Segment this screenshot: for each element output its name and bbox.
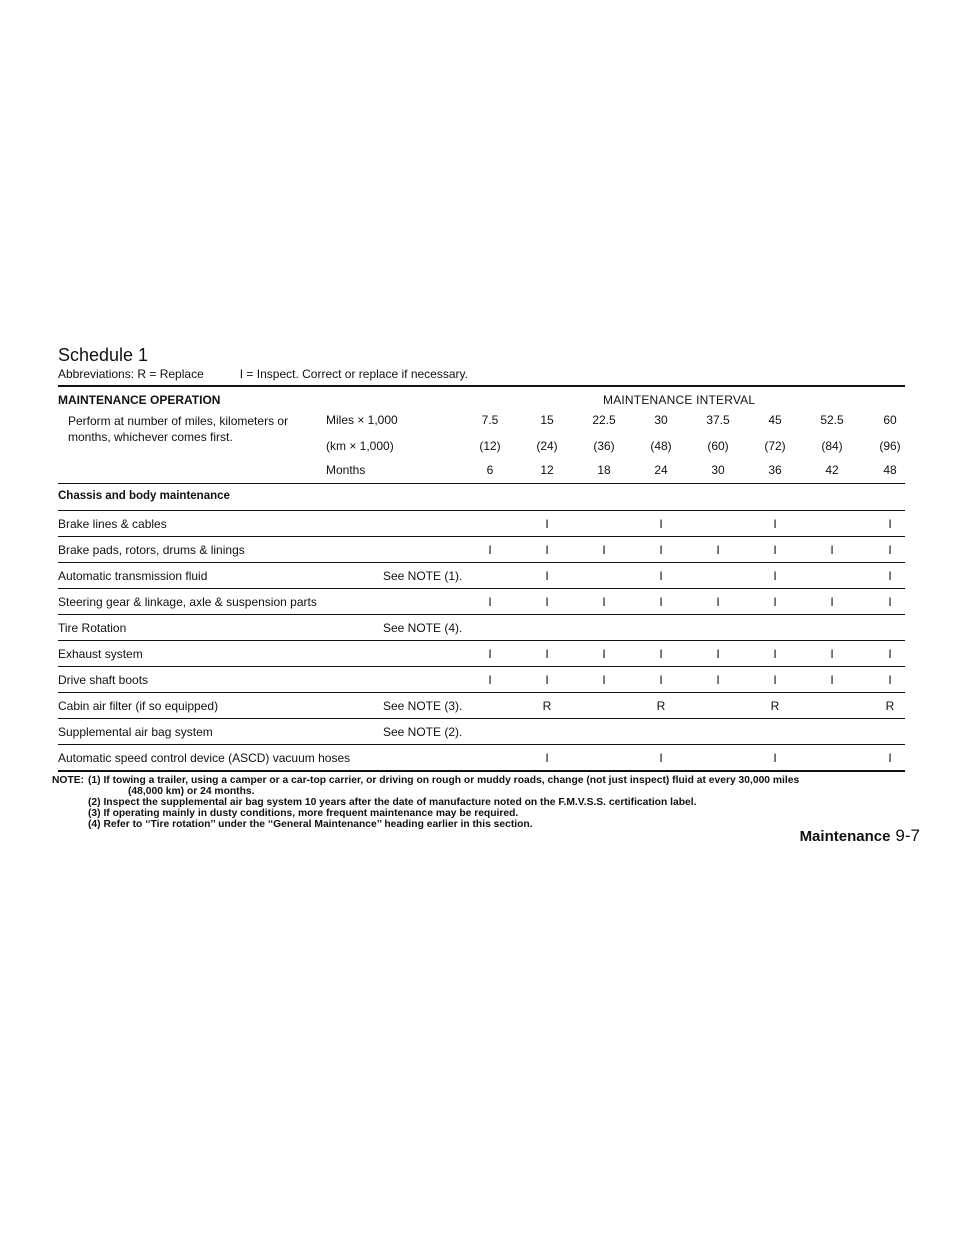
interval-mark: I [716,543,720,557]
table-row [58,666,905,692]
interval-mark: I [545,517,549,531]
notes-label: NOTE: [52,775,85,786]
interval-mark: I [830,673,834,687]
item-note: See NOTE (1). [383,569,463,583]
interval-mark: R [542,699,552,713]
abbrev-replace: Abbreviations: R = Replace [58,367,204,381]
interval-mark: I [545,543,549,557]
km-value-1: (12) [479,439,501,453]
note-1-continued: (48,000 km) or 24 months. [128,786,255,797]
interval-mark: I [545,673,549,687]
interval-mark: I [888,673,892,687]
interval-mark: I [888,595,892,609]
interval-mark: I [888,543,892,557]
km-value-7: (84) [821,439,843,453]
months-value-3: 18 [597,463,611,477]
months-value-5: 30 [711,463,725,477]
item-name: Automatic speed control device (ASCD) vacuum hoses [58,751,351,765]
miles-label: Miles × 1,000 [326,413,398,427]
item-name: Tire Rotation [58,621,127,635]
note-4: (4) Refer to ‘‘Tire rotation’’ under the ‘‘General Maintenance’’ heading earlier in this section. [88,819,533,830]
notes-block [52,770,905,830]
interval-mark: R [770,699,780,713]
item-name: Exhaust system [58,647,143,661]
months-value-8: 48 [883,463,897,477]
interval-mark: I [659,569,663,583]
months-value-2: 12 [540,463,554,477]
interval-mark: I [773,751,777,765]
interval-mark: I [888,517,892,531]
maintenance-items [58,510,905,770]
interval-mark: I [488,647,492,661]
months-row [58,463,905,479]
interval-mark: I [659,647,663,661]
item-name: Supplemental air bag system [58,725,213,739]
months-value-7: 42 [825,463,839,477]
interval-mark: I [602,595,606,609]
interval-mark: I [659,595,663,609]
item-name: Cabin air filter (if so equipped) [58,699,219,713]
page-number: 9-7 [895,826,920,845]
interval-mark: I [888,751,892,765]
km-row [58,439,905,455]
miles-row [58,413,905,429]
km-value-5: (60) [707,439,729,453]
page-footer [800,826,920,846]
km-value-8: (96) [879,439,901,453]
interval-mark: I [773,595,777,609]
item-name: Brake lines & cables [58,517,167,531]
miles-value-7: 52.5 [820,413,844,427]
interval-mark: I [659,673,663,687]
miles-value-2: 15 [540,413,554,427]
interval-mark: I [773,673,777,687]
item-note: See NOTE (2). [383,725,463,739]
miles-value-6: 45 [768,413,782,427]
section-title: Chassis and body maintenance [58,490,230,502]
miles-value-1: 7.5 [481,413,499,427]
item-note: See NOTE (3). [383,699,463,713]
miles-value-5: 37.5 [706,413,730,427]
km-value-4: (48) [650,439,672,453]
interval-mark: R [656,699,666,713]
km-value-3: (36) [593,439,615,453]
interval-mark: I [773,517,777,531]
interval-mark: I [545,647,549,661]
interval-mark: I [888,569,892,583]
table-row [58,718,905,744]
interval-mark: I [602,673,606,687]
interval-mark: I [716,595,720,609]
interval-mark: I [716,647,720,661]
table-row [58,536,905,562]
interval-mark: I [773,569,777,583]
interval-mark: I [830,595,834,609]
abbreviations [58,367,905,381]
footer-section: Maintenance [799,828,891,845]
table-header [58,387,905,411]
abbrev-inspect: I = Inspect. Correct or replace if necessary. [239,367,468,381]
km-value-2: (24) [536,439,558,453]
table-row [58,510,905,536]
interval-mark: I [545,595,549,609]
item-note: See NOTE (4). [383,621,463,635]
interval-mark: I [830,647,834,661]
item-name: Steering gear & linkage, axle & suspension parts [58,595,317,609]
interval-mark: I [602,647,606,661]
note-2: (2) Inspect the supplemental air bag system 10 years after the date of manufacture noted on the F.M.V.S.S. certification label. [88,797,697,808]
interval-mark: I [773,543,777,557]
note-1: (1) If towing a trailer, using a camper or a car-top carrier, or driving on rough or muddy roads, change (not just inspect) fluid at every 30,000 miles [88,775,800,786]
miles-value-4: 30 [654,413,668,427]
km-value-6: (72) [764,439,786,453]
item-name: Automatic transmission fluid [58,569,208,583]
interval-mark: I [659,543,663,557]
schedule-title: Schedule 1 [58,345,149,365]
item-name: Drive shaft boots [58,673,149,687]
table-row [58,614,905,640]
interval-mark: I [602,543,606,557]
interval-mark: R [885,699,895,713]
interval-mark: I [659,517,663,531]
months-value-6: 36 [768,463,782,477]
perform-instructions: Perform at number of miles, kilometers or months, whichever comes first. [68,414,289,444]
item-name: Brake pads, rotors, drums & linings [58,543,245,557]
table-row [58,640,905,666]
operation-header: MAINTENANCE OPERATION [58,393,221,407]
months-value-4: 24 [654,463,668,477]
km-label: (km × 1,000) [326,439,394,453]
interval-mark: I [830,543,834,557]
section-heading [58,483,905,510]
table-row [58,692,905,718]
note-3: (3) If operating mainly in dusty conditions, more frequent maintenance may be required. [88,808,519,819]
table-row [58,588,905,614]
maintenance-schedule [52,345,905,830]
interval-mark: I [888,647,892,661]
months-label: Months [326,463,366,477]
months-value-1: 6 [486,463,494,477]
interval-mark: I [716,673,720,687]
miles-value-3: 22.5 [592,413,616,427]
interval-mark: I [488,673,492,687]
interval-mark: I [659,751,663,765]
interval-mark: I [488,543,492,557]
interval-mark: I [545,751,549,765]
interval-mark: I [773,647,777,661]
table-row [58,562,905,588]
miles-value-8: 60 [883,413,897,427]
table-row [58,744,905,770]
interval-mark: I [545,569,549,583]
interval-mark: I [488,595,492,609]
interval-block [58,411,905,483]
interval-header: MAINTENANCE INTERVAL [603,393,756,407]
